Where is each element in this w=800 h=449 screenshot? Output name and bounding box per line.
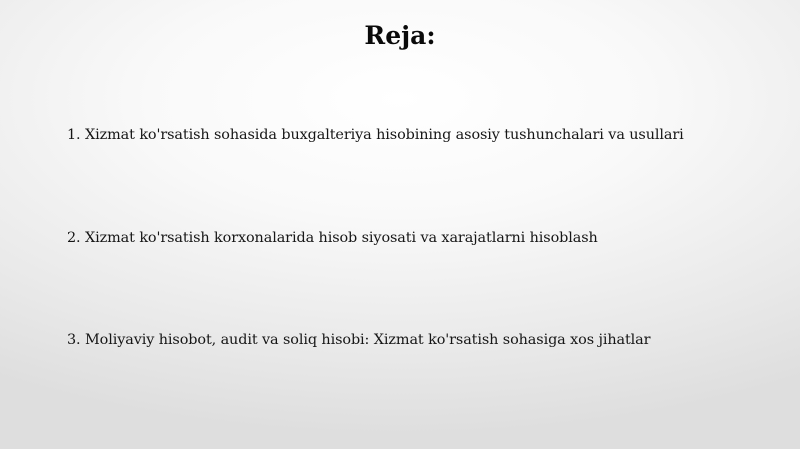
plan-item-1: 1. Xizmat ko'rsatish sohasida buxgalteriya hisobining asosiy tushunchalari va usullari [67,127,684,143]
slide-title: Reja: [364,21,436,50]
plan-item-3: 3. Moliyaviy hisobot, audit va soliq hisobi: Xizmat ko'rsatish sohasiga xos jihatlar [67,332,651,348]
plan-list [67,0,787,449]
plan-item-2: 2. Xizmat ko'rsatish korxonalarida hisob siyosati va xarajatlarni hisoblash [67,230,598,246]
